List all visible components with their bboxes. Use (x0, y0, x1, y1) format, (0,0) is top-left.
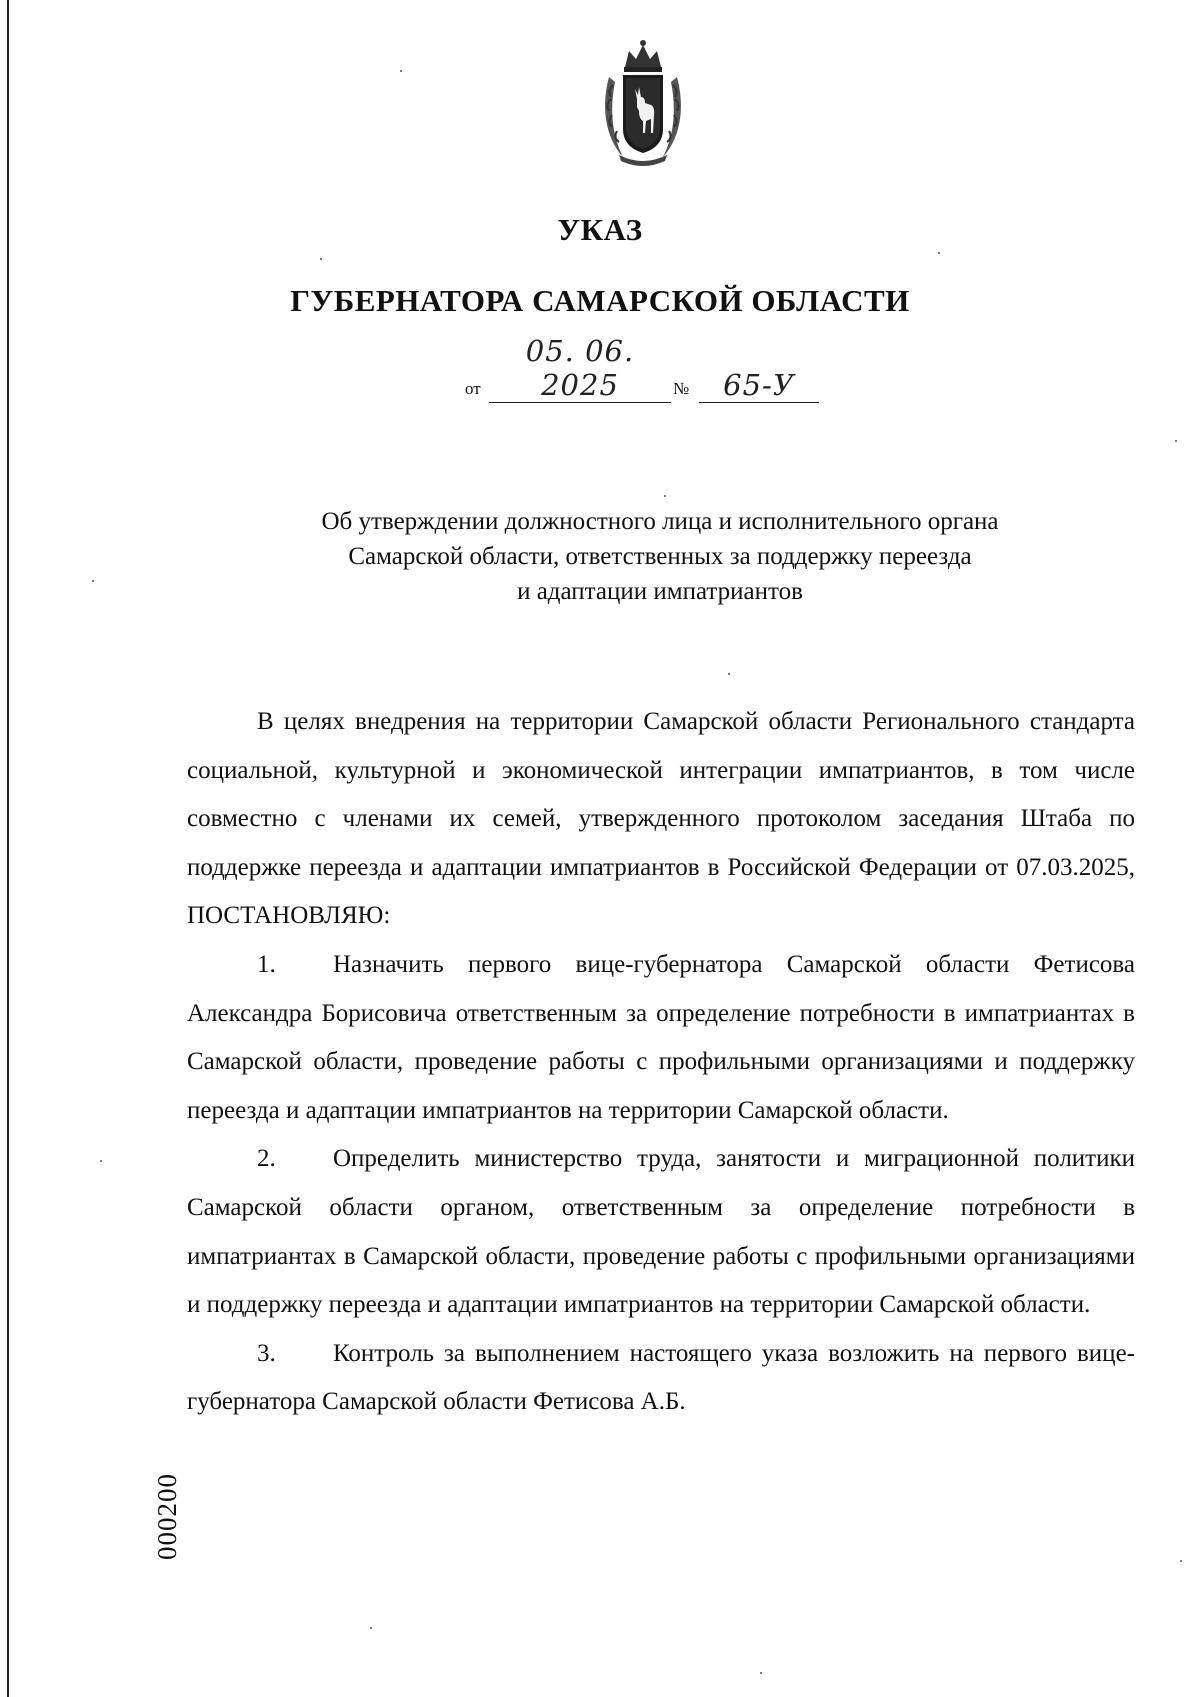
item-text: Назначить первого вице-губернатора Самарской области Фетисова Александра Борисовича ответственным за определение потребности в импатриантах в Самарской области, проведение работы с профильными организациями и поддержку переезда и адаптации импатриантов на территории Самарской области. (187, 950, 1135, 1124)
item-number: 2. (257, 1145, 276, 1173)
scan-speck (100, 1160, 102, 1162)
scan-speck (400, 70, 402, 72)
document-type-heading: УКАЗ (557, 212, 643, 247)
item-number: 3. (257, 1339, 276, 1367)
handwritten-number: 65-У (699, 368, 819, 403)
scan-speck (1180, 1560, 1182, 1562)
decree-body (187, 698, 1135, 1427)
number-prefix-label: № (673, 379, 690, 398)
issuer-heading: ГУБЕРНАТОРА САМАРСКОЙ ОБЛАСТИ (290, 283, 910, 318)
scan-speck (664, 495, 666, 497)
item-paragraph-1 (187, 941, 1135, 1135)
date-prefix-label: от (465, 379, 481, 398)
scan-speck (92, 580, 94, 582)
page-left-edge (7, 0, 9, 1697)
item-text: Определить министерство труда, занятости и миграционной политики Самарской области органом, ответственным за определение потребности в импатриантах в Самарской области, проведение работы с профильными организациями и поддержку переезда и адаптации импатриантов на территории Самарской области. (187, 1145, 1135, 1319)
scan-speck (760, 1672, 762, 1674)
coat-of-arms-emblem (599, 37, 687, 167)
item-text: Контроль за выполнением настоящего указа возложить на первого вице-губернатора Самарской области Фетисова А.Б. (187, 1339, 1135, 1416)
decree-subject: Об утверждении должностного лица и исполнительного органа Самарской области, ответственных за поддержку переезда и адаптации импатриантов (321, 508, 999, 605)
date-number-line (465, 334, 855, 405)
scan-speck (938, 252, 940, 254)
item-paragraph-3 (187, 1330, 1135, 1427)
scan-speck (728, 673, 730, 675)
preamble-paragraph: В целях внедрения на территории Самарской области Регионального стандарта социальной, культурной и экономической интеграции импатриантов, в том числе совместно с членами их семей, утвержденного протоколом заседания Штаба по поддержке переезда и адаптации импатриантов в Российской Федерации от 07.03.2025, ПОСТАНОВЛЯЮ: (187, 708, 1135, 930)
item-paragraph-2 (187, 1135, 1135, 1329)
margin-serial-number: 000200 (152, 1473, 182, 1560)
item-number: 1. (257, 950, 276, 978)
scan-speck (1175, 440, 1177, 442)
scan-speck (370, 1627, 372, 1629)
scan-speck (320, 258, 322, 260)
handwritten-date: 05. 06. 2025 (489, 334, 671, 403)
